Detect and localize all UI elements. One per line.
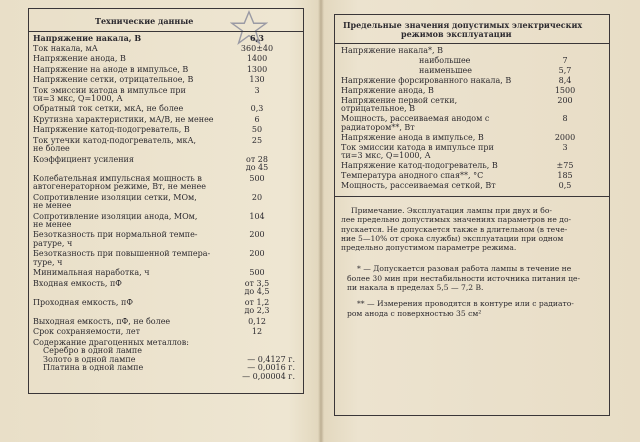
footnote-text: * — Допускается разовая работа лампы в течение не — [357, 264, 572, 274]
param-label: Сопротивление изоляции сетки, МОм, — [33, 192, 197, 202]
param-label: не более — [33, 144, 70, 154]
limit-label: радиатором**, Вт — [341, 122, 415, 132]
param-label: Напряжение сетки, отрицательное, В — [33, 75, 194, 84]
paper-fold — [318, 0, 324, 442]
param-label: Ток эмиссии катода в импульсе при — [33, 85, 186, 95]
param-value: 0,12 — [248, 316, 266, 326]
title-divider — [29, 31, 303, 32]
param-value: до 4,5 — [244, 287, 270, 297]
param-value: от 3,5 — [244, 278, 270, 288]
param-label: Обратный ток сетки, мкА, не более — [33, 104, 184, 114]
limit-label: Напряжение накала*, В — [341, 46, 443, 55]
limit-label: отрицательное, В — [341, 104, 416, 114]
limit-value: 200 — [557, 96, 573, 105]
metals-heading: Содержание драгоценных металлов: — [33, 337, 189, 347]
limits-panel — [334, 14, 610, 416]
param-value: от 1,2 — [244, 297, 270, 307]
param-label: Коэффициент усиления — [33, 154, 134, 164]
footnote-text: более 30 мин при нестабильности источника питания це- — [347, 273, 581, 283]
param-label: Входная емкость, пФ — [33, 278, 122, 288]
param-value: 20 — [251, 192, 263, 202]
limit-label: Напряжение анода в импульсе, В — [341, 132, 484, 142]
panel-title: Предельные значения допустимых электрических — [343, 20, 583, 30]
param-value: 360±40 — [240, 43, 274, 53]
param-label: Напряжение катод-подогреватель, В — [33, 125, 190, 135]
param-label: Безотказность при нормальной темпе- — [33, 230, 198, 240]
param-value: до 45 — [245, 163, 269, 173]
metal-value: — 0,0016 г. — [247, 363, 295, 373]
param-label: Минимальная наработка, ч — [33, 268, 150, 278]
footnote-text: ром анода с поверхностью 35 см² — [347, 308, 482, 318]
param-value: 130 — [249, 75, 265, 84]
technical-data-panel — [28, 8, 304, 394]
limit-value: 185 — [557, 171, 573, 181]
limit-label: Напряжение анода, В — [341, 86, 434, 95]
footnote-text: ** — Измерения проводятся в контуре или с радиато- — [357, 299, 574, 308]
param-value: 3 — [254, 85, 260, 95]
limit-value: 8 — [562, 114, 568, 124]
param-label: ратуре, ч — [33, 238, 73, 248]
param-label: Ток накала, мА — [33, 43, 98, 53]
param-value: 6 — [254, 114, 260, 124]
param-label: Ток утечки катод-подогреватель, мкА, — [33, 135, 197, 145]
limit-label: Мощность, рассеиваемая сеткой, Вт — [341, 181, 496, 191]
limit-label: τи=3 мкс, Q=1000, А — [341, 151, 431, 161]
param-value: от 28 — [246, 154, 268, 164]
param-value: до 2,3 — [244, 306, 270, 315]
metal-label: Платина в одной лампе — [43, 363, 144, 373]
param-value: 200 — [249, 249, 265, 259]
limit-label: Напряжение первой сетки, — [341, 96, 458, 105]
limit-label: Ток эмиссии катода в импульсе при — [341, 142, 494, 152]
param-label: Безотказность при повышенной темпера- — [33, 249, 211, 259]
param-label: Сопротивление изоляции анода, МОм, — [33, 211, 198, 221]
param-label: не менее — [33, 219, 72, 229]
limit-label: Температура анодного спая**, °С — [341, 171, 484, 181]
param-label: автогенераторном режиме, Вт, не менее — [33, 182, 207, 192]
limit-label: наименьшее — [419, 66, 472, 75]
param-value: 25 — [251, 135, 263, 145]
param-label: Колебательная импульсная мощность в — [33, 173, 202, 183]
limit-label: Напряжение катод-подогреватель, В — [341, 161, 498, 171]
param-label: Напряжение анода, В — [33, 54, 126, 63]
limit-value: 0,5 — [558, 181, 572, 191]
note-text: пускается. Не допускается также в длительном (в тече- — [341, 224, 568, 234]
param-label: Напряжение на аноде в импульсе, В — [33, 64, 189, 74]
param-label: Срок сохраняемости, лет — [33, 327, 141, 336]
param-label: Напряжение накала, В — [33, 33, 142, 43]
metal-value: — 0,4127 г. — [247, 354, 295, 364]
param-value: 12 — [251, 327, 263, 336]
note-text: ние 5—10% от срока службы) эксплуатации при одном — [341, 233, 564, 243]
metal-label: Золото в одной лампе — [43, 354, 136, 364]
limit-label: наибольшее — [419, 56, 471, 65]
note-text: Примечание. Эксплуатация лампы при двух и бо- — [351, 206, 552, 216]
panel-subtitle: режимов эксплуатации — [401, 29, 512, 39]
note-text: лее предельно допустимых значениях параметров не до- — [341, 215, 572, 225]
param-value: 6,3 — [250, 33, 264, 43]
metal-value: — 0,00004 г. — [242, 371, 295, 381]
param-label: не менее — [33, 201, 72, 210]
limit-label: Напряжение форсированного накала, В — [341, 76, 512, 85]
metal-label: Серебро в одной лампе — [43, 346, 142, 356]
limit-value: 5,7 — [558, 66, 572, 75]
panel-title: Технические данные — [95, 16, 194, 26]
table-divider — [335, 196, 609, 197]
limit-label: Мощность, рассеиваемая анодом с — [341, 114, 490, 124]
limit-value: 1500 — [554, 86, 576, 95]
param-label: τи=3 мкс, Q=1000, А — [33, 93, 123, 103]
footnote-text: пи накала в пределах 5,5 — 7,2 В. — [347, 283, 484, 293]
param-value: 1300 — [246, 64, 268, 74]
param-label: Выходная емкость, пФ, не более — [33, 316, 171, 326]
param-value: 104 — [249, 211, 265, 221]
limit-value: 8,4 — [558, 76, 572, 85]
title-divider — [335, 43, 609, 44]
param-label: Проходная емкость, пФ — [33, 297, 133, 307]
param-value: 500 — [249, 268, 265, 278]
limit-value: ±75 — [556, 161, 574, 171]
param-value: 200 — [249, 230, 265, 240]
limit-value: 2000 — [554, 132, 576, 142]
limit-value: 7 — [562, 56, 568, 65]
limit-value: 3 — [562, 142, 568, 152]
param-label: Крутизна характеристики, мА/В, не менее — [33, 114, 214, 124]
param-value: 500 — [249, 173, 265, 183]
param-value: 1400 — [246, 54, 268, 63]
param-label: туре, ч — [33, 257, 63, 267]
param-value: 0,3 — [250, 104, 264, 114]
param-value: 50 — [251, 125, 263, 135]
note-text: предельно допустимом параметре режима. — [341, 243, 517, 252]
